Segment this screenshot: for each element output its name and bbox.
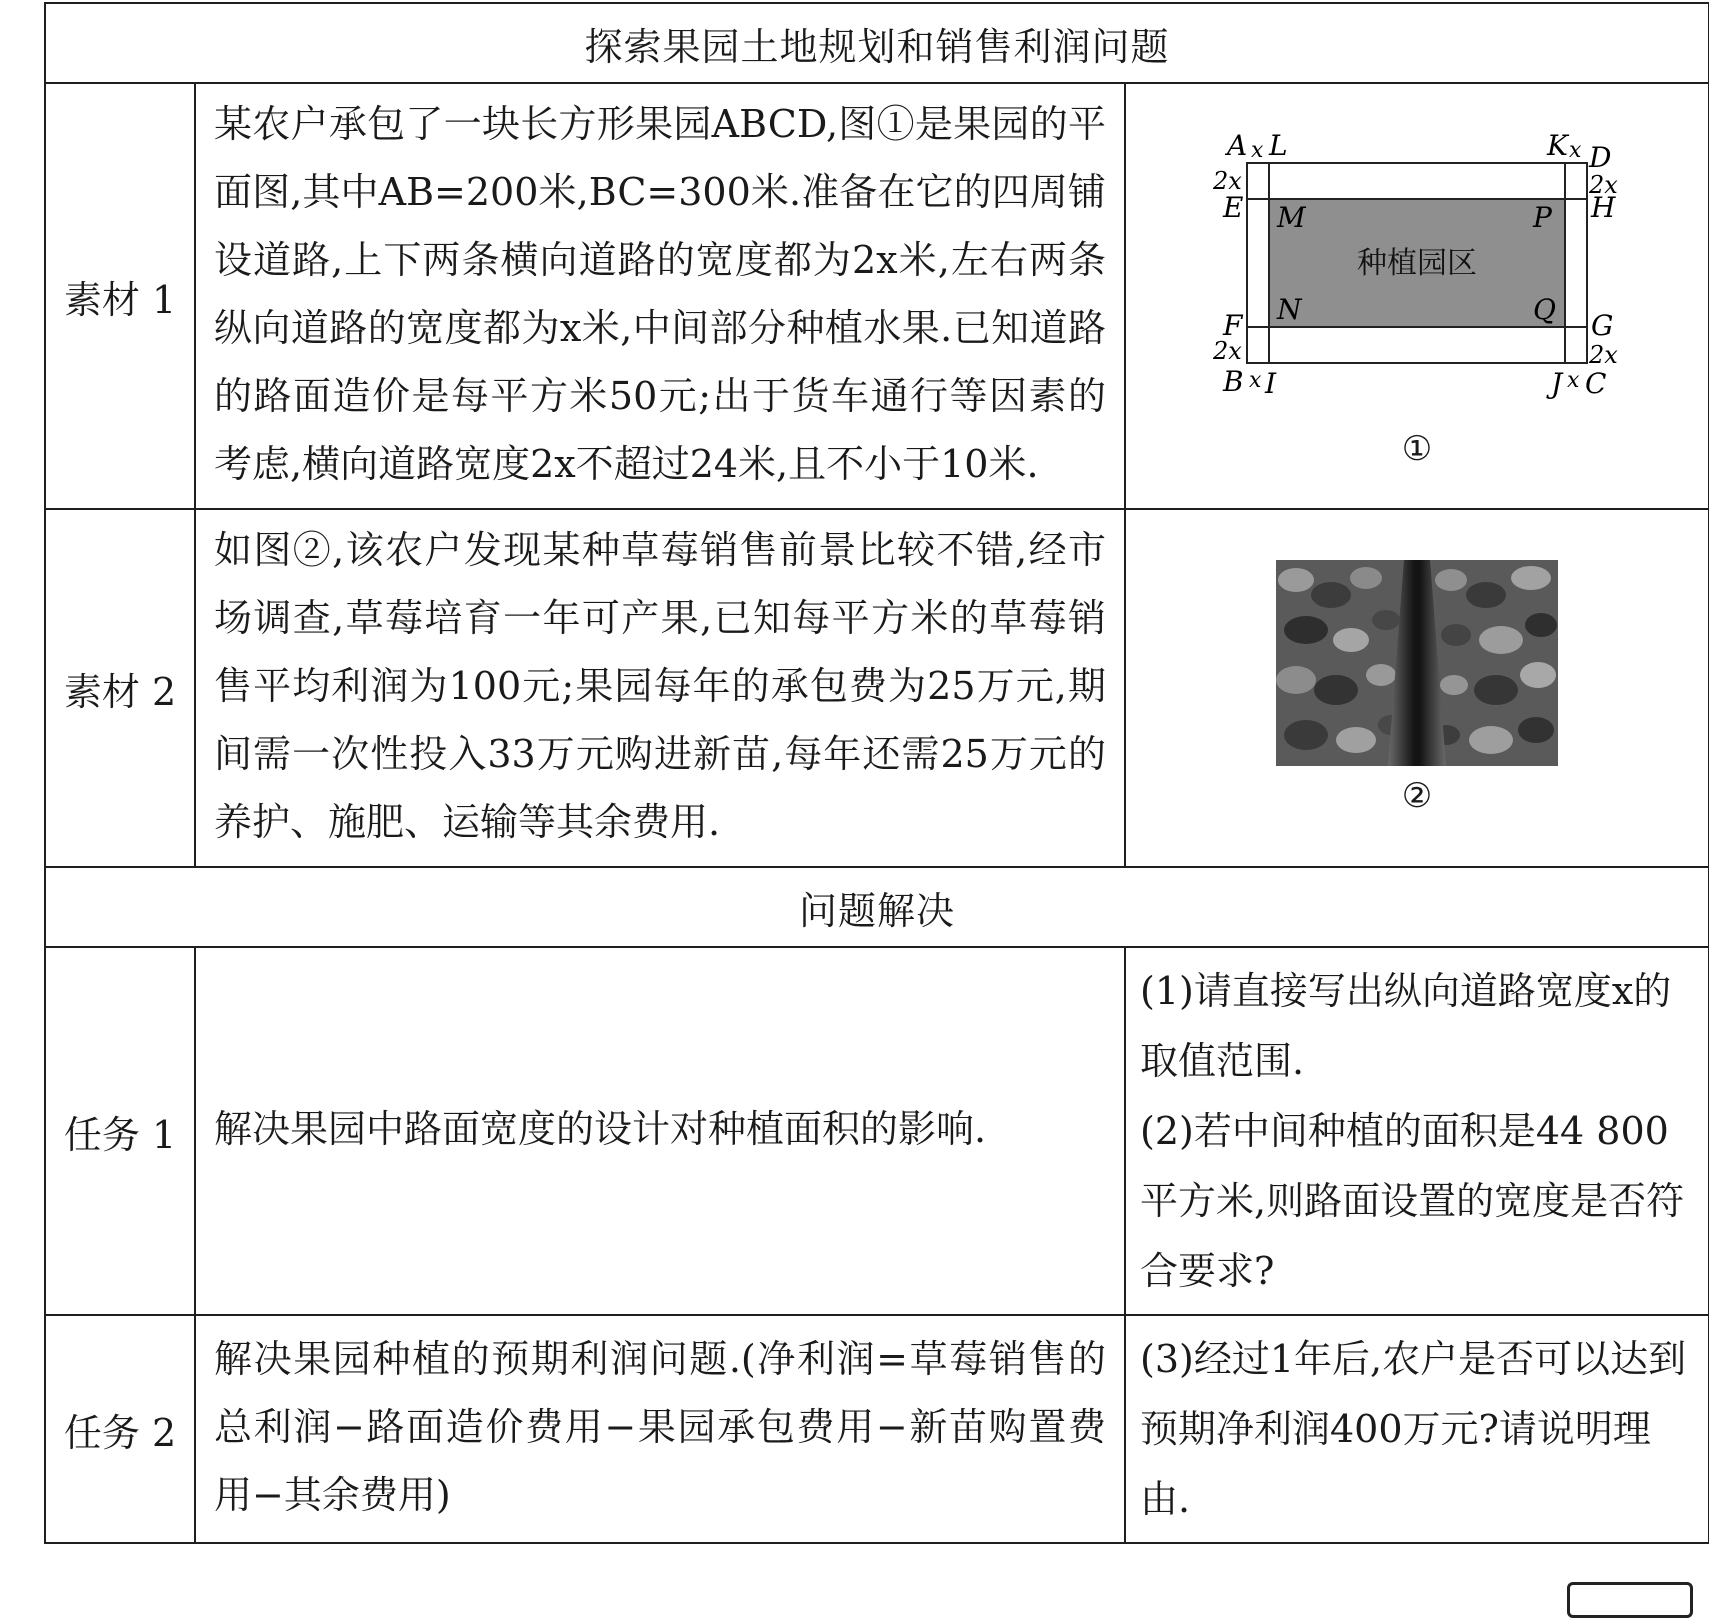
label-x-top-left: x (1251, 138, 1264, 163)
page-corner-badge (1567, 1582, 1693, 1618)
task1-questions (1125, 947, 1709, 1315)
point-B: B (1223, 365, 1244, 398)
point-F: F (1223, 309, 1243, 342)
point-A: A (1227, 129, 1248, 162)
task1-label: 任务 1 (45, 947, 195, 1315)
task2-desc: 解决果园种植的预期利润问题.(净利润=草莓销售的总利润−路面造价费用−果园承包费用−新苗购置费用−其余费用) (195, 1315, 1125, 1543)
planting-area-label: 种植园区 (1357, 246, 1477, 281)
label-x-bottom-left: x (1249, 368, 1262, 393)
table-title: 探索果园土地规划和销售利润问题 (45, 3, 1709, 83)
point-J: J (1551, 367, 1563, 400)
task1-q2: (2)若中间种植的面积是44 800平方米,则路面设置的宽度是否符合要求? (1140, 1109, 1685, 1293)
point-E: E (1223, 191, 1244, 224)
figure2-caption: ② (1401, 776, 1433, 816)
label-2x-top-left: 2x (1213, 167, 1242, 195)
label-2x-bottom-left: 2x (1213, 337, 1242, 365)
point-G: G (1591, 309, 1614, 342)
task2-label: 任务 2 (45, 1315, 195, 1543)
point-L: L (1269, 129, 1288, 162)
task2-q3: (3)经过1年后,农户是否可以达到预期净利润400万元?请说明理由. (1125, 1315, 1709, 1543)
material1-label: 素材 1 (45, 83, 195, 509)
material2-label: 素材 2 (45, 509, 195, 867)
material1-text: 某农户承包了一块长方形果园ABCD,图①是果园的平面图,其中AB=200米,BC=300米.准备在它的四周铺设道路,上下两条横向道路的宽度都为2x米,左右两条纵向道路的宽度都为x米,中间部分种植水果.已知道路的路面造价是每平方米50元;出于货车通行等因素的考虑,横向道路宽度2x不超过24米,且不小于10米. (195, 83, 1125, 509)
problem-table (44, 2, 1709, 1544)
point-N: N (1277, 293, 1302, 326)
figure1-caption: ① (1401, 429, 1433, 469)
point-I: I (1265, 367, 1277, 400)
point-C: C (1585, 367, 1607, 400)
figure1-cell (1125, 83, 1709, 509)
label-2x-bottom-right: 2x (1589, 341, 1618, 369)
orchard-plan-figure (1207, 123, 1627, 423)
point-K: K (1547, 129, 1568, 162)
point-D: D (1589, 141, 1612, 174)
label-x-bottom-right: x (1567, 368, 1580, 393)
point-H: H (1591, 191, 1616, 224)
material2-text: 如图②,该农户发现某种草莓销售前景比较不错,经市场调查,草莓培育一年可产果,已知每平方米的草莓销售平均利润为100元;果园每年的承包费为25万元,期间需一次性投入33万元购进新苗,每年还需25万元的养护、施肥、运输等其余费用. (195, 509, 1125, 867)
point-Q: Q (1533, 293, 1556, 326)
point-M: M (1277, 201, 1306, 234)
label-x-top-right: x (1569, 138, 1582, 163)
task1-q1: (1)请直接写出纵向道路宽度x的取值范围. (1140, 969, 1672, 1083)
point-P: P (1533, 201, 1552, 234)
solve-header: 问题解决 (45, 867, 1709, 947)
strawberry-photo (1276, 560, 1558, 766)
label-2x-top-right: 2x (1589, 171, 1618, 199)
figure2-cell (1125, 509, 1709, 867)
task1-desc: 解决果园中路面宽度的设计对种植面积的影响. (195, 947, 1125, 1315)
